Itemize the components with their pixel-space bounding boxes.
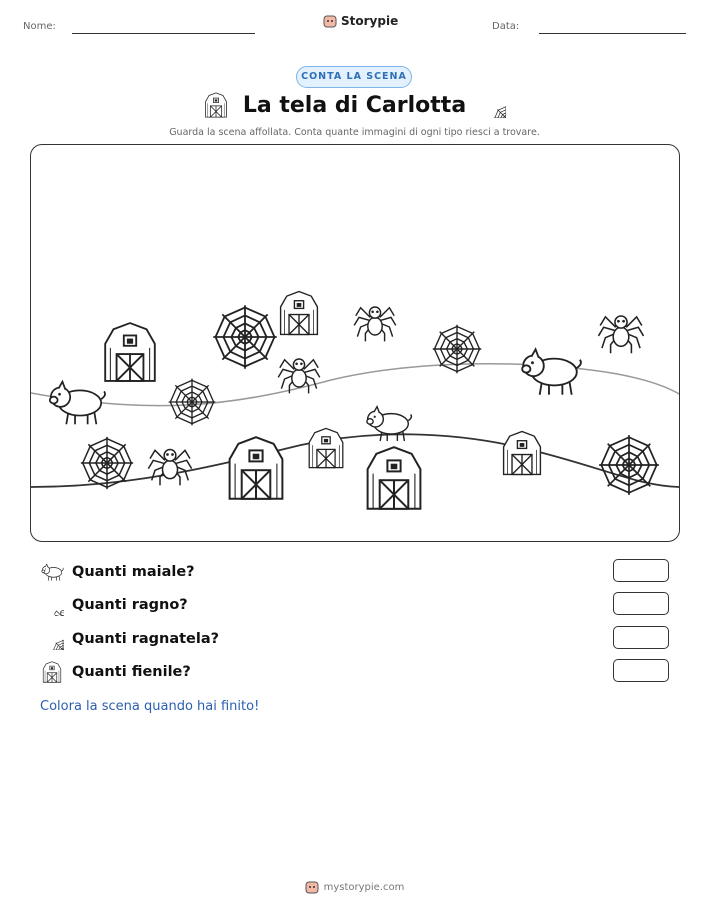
question-webs bbox=[40, 627, 219, 651]
counting-scene bbox=[30, 144, 680, 542]
answer-box-barns[interactable] bbox=[613, 659, 669, 682]
question-pigs bbox=[40, 560, 195, 584]
spiderweb-icon bbox=[169, 379, 216, 426]
page-title: La tela di Carlotta bbox=[242, 92, 467, 118]
barn-icon bbox=[281, 292, 318, 335]
storypie-logo-icon bbox=[305, 880, 319, 894]
question-text: Quanti ragno? bbox=[72, 597, 188, 613]
barn-icon bbox=[309, 428, 343, 467]
pig-icon bbox=[522, 349, 581, 394]
answer-box-spiders[interactable] bbox=[613, 592, 669, 615]
brand-logo bbox=[323, 14, 398, 28]
question-text: Quanti fienile? bbox=[72, 664, 191, 680]
answer-box-webs[interactable] bbox=[613, 626, 669, 649]
storypie-logo-icon bbox=[323, 14, 337, 28]
spiderweb-icon bbox=[480, 92, 506, 118]
barn-icon bbox=[203, 92, 229, 118]
barn-icon bbox=[230, 437, 283, 499]
scene-illustration bbox=[31, 145, 680, 542]
answer-box-pigs[interactable] bbox=[613, 559, 669, 582]
spider-icon bbox=[598, 316, 643, 353]
title-row bbox=[0, 92, 709, 118]
footer-url[interactable]: mystorypie.com bbox=[323, 881, 405, 893]
spiderweb-icon bbox=[433, 325, 482, 374]
front-hill-line bbox=[31, 434, 680, 487]
date-field[interactable] bbox=[539, 33, 686, 34]
date-label: Data: bbox=[492, 21, 520, 32]
spider-icon bbox=[354, 307, 396, 341]
spiderweb-icon bbox=[40, 628, 64, 650]
pig-icon bbox=[40, 562, 64, 582]
instructions: Guarda la scena affollata. Conta quante immagini di ogni tipo riesci a trovare. bbox=[169, 127, 540, 138]
spiderweb-icon bbox=[213, 305, 276, 368]
barn-icon bbox=[368, 447, 421, 509]
question-text: Quanti ragnatela? bbox=[72, 631, 220, 647]
barn-icon bbox=[105, 323, 155, 381]
page-footer bbox=[0, 880, 709, 894]
brand-name: Storypie bbox=[341, 14, 399, 28]
question-barns bbox=[40, 660, 191, 684]
name-label: Nome: bbox=[23, 21, 56, 32]
spider-icon bbox=[40, 594, 64, 616]
spider-icon bbox=[148, 450, 191, 486]
pig-icon bbox=[50, 382, 105, 425]
spiderweb-icon bbox=[599, 435, 659, 495]
spiderweb-icon bbox=[81, 437, 133, 489]
section-badge: CONTA LA SCENA bbox=[296, 66, 412, 88]
barn-icon bbox=[40, 661, 64, 683]
question-spiders bbox=[40, 593, 188, 617]
barn-icon bbox=[504, 432, 541, 475]
name-field[interactable] bbox=[72, 33, 255, 34]
coloring-note: Colora la scena quando hai finito! bbox=[40, 699, 260, 714]
question-text: Quanti maiale? bbox=[72, 564, 195, 580]
